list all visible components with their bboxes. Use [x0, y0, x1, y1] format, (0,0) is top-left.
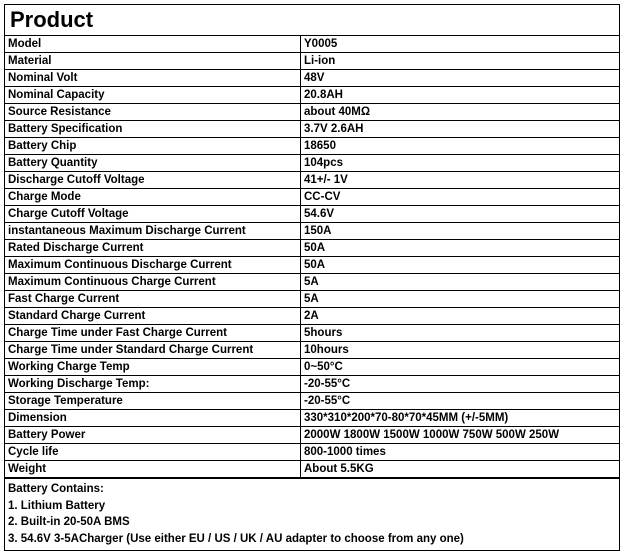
spec-label: Battery Quantity [5, 155, 301, 172]
battery-contains-item: 3. 54.6V 3-5ACharger (Use either EU / US / UK / AU adapter to choose from any one) [8, 532, 464, 545]
spec-row [5, 121, 619, 138]
spec-value: 5A [301, 274, 620, 291]
spec-value: 104pcs [301, 155, 620, 172]
spec-value: 2A [301, 308, 620, 325]
battery-contains-section [5, 478, 619, 550]
spec-label: Standard Charge Current [5, 308, 301, 325]
spec-label: Storage Temperature [5, 393, 301, 410]
spec-row [5, 359, 619, 376]
spec-label: Charge Time under Standard Charge Current [5, 342, 301, 359]
spec-row [5, 257, 619, 274]
spec-label: Charge Time under Fast Charge Current [5, 325, 301, 342]
spec-value: -20-55°C [301, 393, 620, 410]
spec-row [5, 444, 619, 461]
spec-label: Material [5, 53, 301, 70]
spec-value: 5hours [301, 325, 620, 342]
spec-row [5, 70, 619, 87]
page-title: Product [5, 5, 619, 36]
spec-row [5, 223, 619, 240]
spec-label: Maximum Continuous Charge Current [5, 274, 301, 291]
spec-row [5, 325, 619, 342]
spec-row [5, 155, 619, 172]
spec-label: Rated Discharge Current [5, 240, 301, 257]
spec-label: Battery Specification [5, 121, 301, 138]
spec-label: Source Resistance [5, 104, 301, 121]
spec-value: about 40MΩ [301, 104, 620, 121]
spec-value: 18650 [301, 138, 620, 155]
spec-value: 5A [301, 291, 620, 308]
spec-value: 50A [301, 257, 620, 274]
spec-row [5, 36, 619, 53]
spec-table-body [5, 36, 619, 478]
battery-contains-item: 1. Lithium Battery [8, 499, 106, 512]
spec-label: Fast Charge Current [5, 291, 301, 308]
spec-label: Weight [5, 461, 301, 478]
spec-value: 10hours [301, 342, 620, 359]
spec-value: Y0005 [301, 36, 620, 53]
spec-value: 54.6V [301, 206, 620, 223]
spec-row [5, 87, 619, 104]
spec-value: 50A [301, 240, 620, 257]
spec-value: 2000W 1800W 1500W 1000W 750W 500W 250W [301, 427, 620, 444]
battery-contains-item: 2. Built-in 20-50A BMS [8, 516, 130, 528]
spec-label: Charge Mode [5, 189, 301, 206]
spec-row [5, 342, 619, 359]
spec-row [5, 410, 619, 427]
spec-value: 150A [301, 223, 620, 240]
spec-row [5, 240, 619, 257]
spec-label: Nominal Volt [5, 70, 301, 87]
spec-value: 41+/- 1V [301, 172, 620, 189]
spec-label: Charge Cutoff Voltage [5, 206, 301, 223]
spec-row [5, 138, 619, 155]
spec-value: 0~50°C [301, 359, 620, 376]
battery-contains-heading: Battery Contains: [8, 483, 104, 495]
spec-value: Li-ion [301, 53, 620, 70]
spec-label: Discharge Cutoff Voltage [5, 172, 301, 189]
spec-label: Battery Chip [5, 138, 301, 155]
spec-row [5, 291, 619, 308]
spec-row [5, 274, 619, 291]
spec-value: About 5.5KG [301, 461, 620, 478]
spec-table [5, 36, 619, 478]
spec-value: 800-1000 times [301, 444, 620, 461]
spec-value: 20.8AH [301, 87, 620, 104]
spec-label: Nominal Capacity [5, 87, 301, 104]
spec-row [5, 461, 619, 478]
spec-label: instantaneous Maximum Discharge Current [5, 223, 301, 240]
spec-label: Working Discharge Temp: [5, 376, 301, 393]
spec-row [5, 393, 619, 410]
spec-row [5, 172, 619, 189]
spec-label: Working Charge Temp [5, 359, 301, 376]
spec-row [5, 308, 619, 325]
spec-label: Maximum Continuous Discharge Current [5, 257, 301, 274]
spec-row [5, 206, 619, 223]
spec-row [5, 427, 619, 444]
spec-label: Cycle life [5, 444, 301, 461]
spec-value: CC-CV [301, 189, 620, 206]
spec-row [5, 376, 619, 393]
spec-label: Model [5, 36, 301, 53]
spec-row [5, 189, 619, 206]
spec-value: -20-55°C [301, 376, 620, 393]
spec-row [5, 53, 619, 70]
spec-value: 3.7V 2.6AH [301, 121, 620, 138]
spec-label: Battery Power [5, 427, 301, 444]
spec-label: Dimension [5, 410, 301, 427]
product-spec-sheet [4, 4, 620, 551]
spec-value: 330*310*200*70-80*70*45MM (+/-5MM) [301, 410, 620, 427]
spec-row [5, 104, 619, 121]
spec-value: 48V [301, 70, 620, 87]
